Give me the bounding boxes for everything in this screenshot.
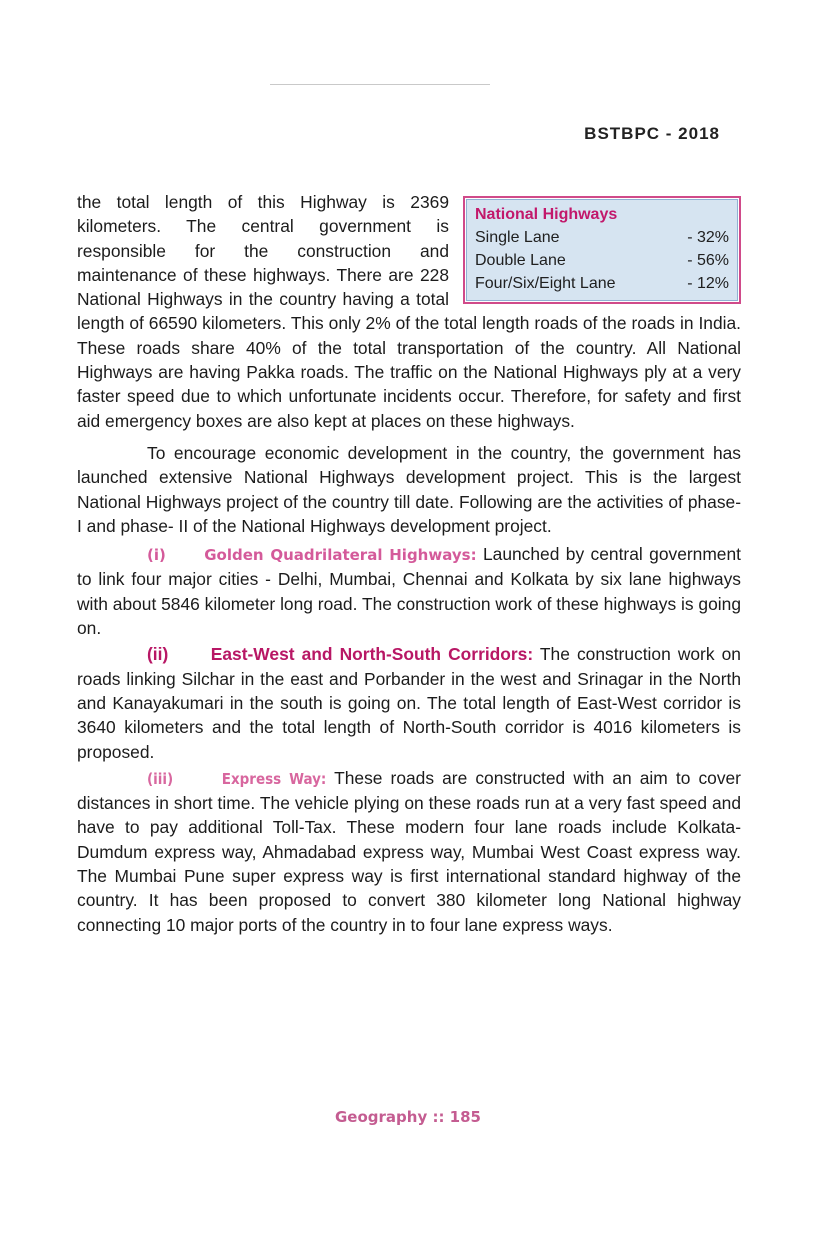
item-heading: Golden Quadrilateral Highways: — [204, 546, 477, 565]
item-golden-quadrilateral — [77, 542, 741, 640]
info-row-single-lane — [475, 226, 729, 249]
item-express-way — [77, 766, 741, 937]
item-number: (ii) — [147, 644, 169, 665]
info-row-value: - 56% — [687, 252, 729, 269]
info-row-multi-lane — [475, 272, 729, 295]
item-number: (i) — [147, 546, 166, 565]
national-highways-box — [463, 196, 741, 304]
item-heading: Express Way: — [221, 769, 327, 788]
item-corridors — [77, 642, 741, 763]
item-text: The construction work on roads linking Silchar in the east and Porbander in the west and Srinagar in the North and Kanayakumari in the south is going on. The total length of East-West corridor is 3640 kilometers and the total length of North-South corridor is 4016 kilometers is proposed. — [77, 644, 741, 762]
page-content — [77, 190, 741, 937]
item-text: Launched by central government to link four major cities - Delhi, Mumbai, Chennai and Kolkata by six lane highways with about 5846 kilometer long road. The construction work of these highways is going on. — [77, 544, 741, 639]
intro-block — [77, 190, 741, 433]
item-heading: East-West and North-South Corridors: — [210, 644, 534, 665]
national-highways-box-inner — [466, 199, 738, 301]
paragraph-development-project: To encourage economic development in the country, the government has launched extensive National Highways development project. This is the largest National Highways project of the country till date. Following are the activities of phase- I and phase- II of the National Highways development project. — [77, 442, 741, 536]
paragraph-national-highways: the total length of this Highway is 2369 kilometers. The central government is responsible for the construction and maintenance of these highways. There are 228 National Highways in the country having a total length of 66590 kilometers. This only 2% of the total length roads of the roads in India. These roads share 40% of the total transportation of the country. All National Highways are having Pakka roads. The traffic on the National Highways ply at a very faster speed due to which unfortunate incidents occur. Therefore, for safety and first aid emergency boxes are also kept at places on these highways. — [77, 192, 741, 431]
info-row-label: Double Lane — [475, 252, 566, 269]
top-rule — [270, 84, 490, 85]
info-row-value: - 12% — [687, 275, 729, 292]
national-highways-title: National Highways — [475, 206, 618, 223]
item-number: (iii) — [147, 769, 174, 788]
page-footer: Geography :: 185 — [335, 1108, 481, 1126]
document-code: BSTBPC - 2018 — [584, 124, 720, 143]
info-row-label: Four/Six/Eight Lane — [475, 275, 616, 292]
info-row-label: Single Lane — [475, 229, 560, 246]
item-text: These roads are constructed with an aim to cover distances in short time. The vehicle plying on these roads run at a very fast speed and have to pay additional Toll-Tax. These modern four lane roads include Kolkata-Dumdum express way, Ahmadabad express way, Mumbai West Coast express way. The Mumbai Pune super express way is first international standard highway of the country. It has been proposed to convert 380 kilometer long National highway connecting 10 major ports of the country in to four lane express ways. — [77, 767, 741, 935]
info-row-value: - 32% — [687, 229, 729, 246]
info-row-double-lane — [475, 249, 729, 272]
